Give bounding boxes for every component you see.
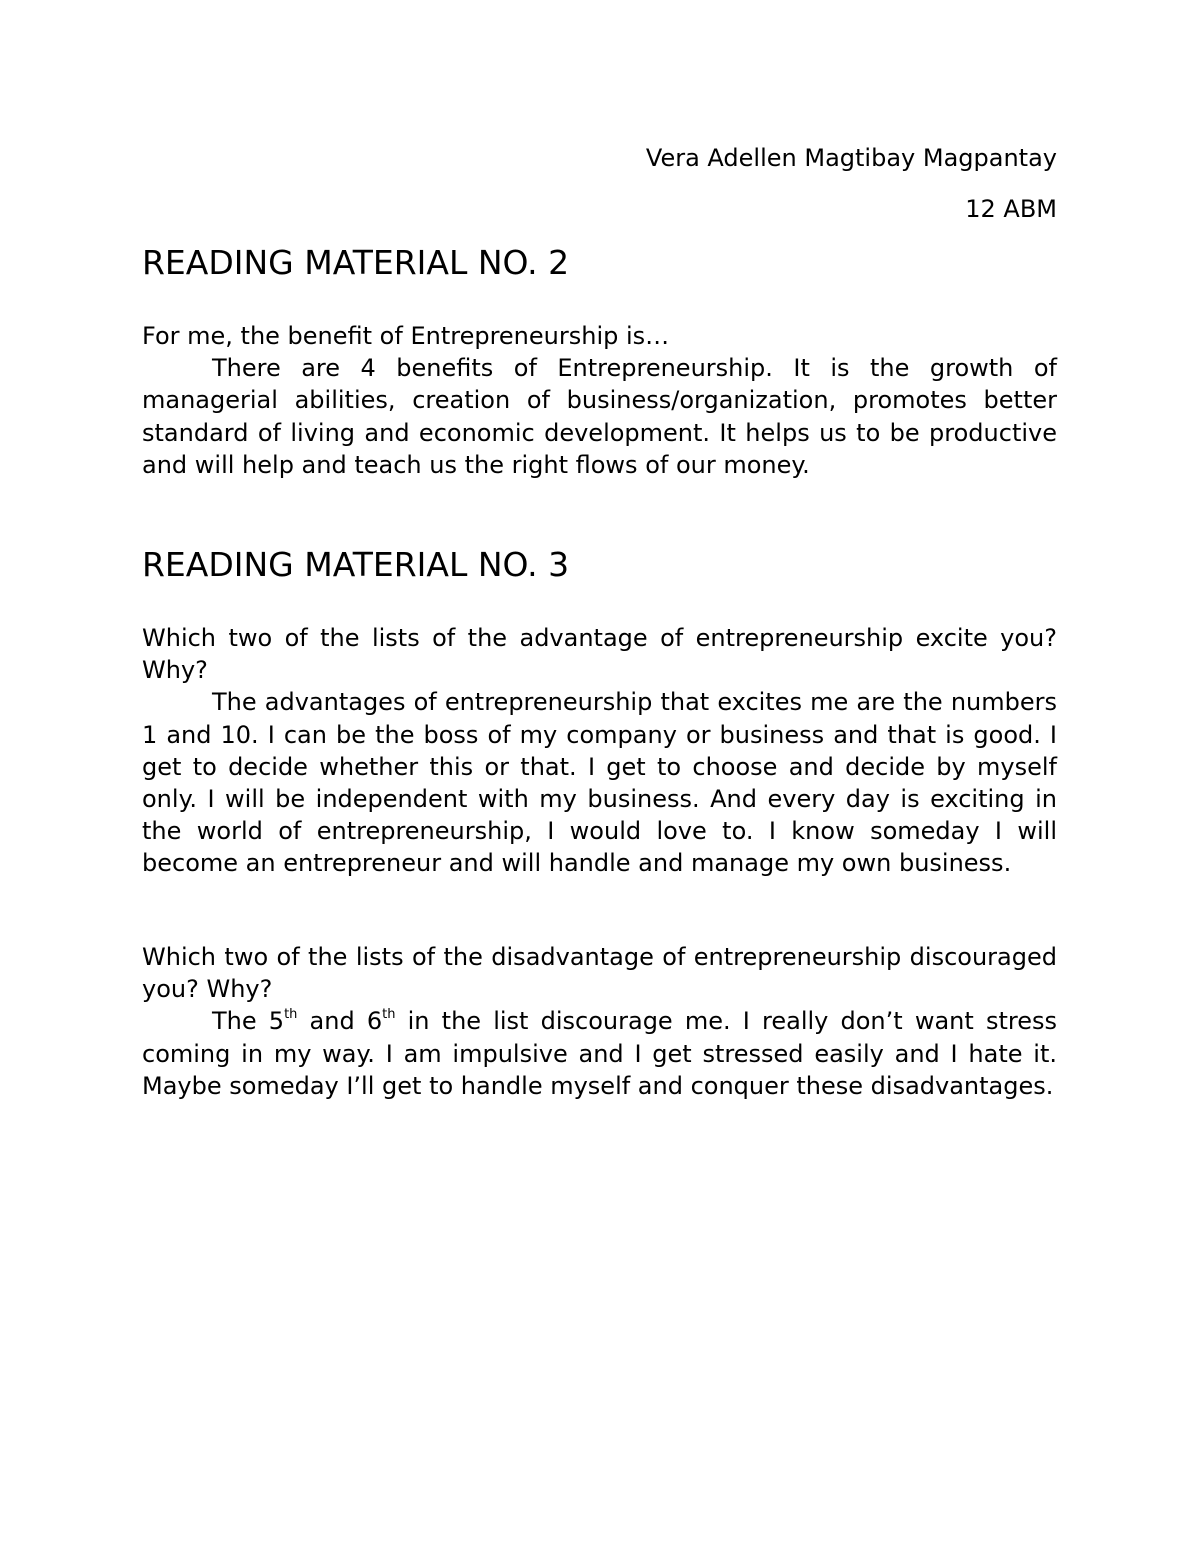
rm3-advantage-answer: The advantages of entrepreneurship that excites me are the numbers 1 and 10. I can be the boss of my company or business and that is good. I get to decide whether this or that. I get to choose and decide by myself only. I will be independent with my business. And every day is exciting in the world of entrepreneurship, I would love to. I know someday I will become an entrepreneur and will handle and manage my own business. — [142, 688, 1057, 878]
rm2-block — [142, 320, 1057, 481]
answer-text-part-1: The 5 — [212, 1007, 285, 1036]
answer-text-part-2: and 6 — [297, 1007, 383, 1036]
grade-section: 12 ABM — [965, 195, 1057, 223]
document-page — [142, 0, 1057, 1553]
heading-reading-material-2: READING MATERIAL NO. 2 — [142, 243, 570, 282]
rm3-disadvantage-block — [142, 941, 1057, 1102]
rm3-disadvantage-answer — [142, 1005, 1057, 1102]
author-name: Vera Adellen Magtibay Magpantay — [645, 144, 1057, 172]
ordinal-suffix-1: th — [284, 1007, 298, 1023]
ordinal-suffix-2: th — [382, 1007, 396, 1023]
rm3-advantage-block — [142, 622, 1057, 880]
rm2-answer: There are 4 benefits of Entrepreneurship. It is the growth of managerial abilities, creation of business/organization, promotes better standard of living and economic development. It helps us to be productive and will help and teach us the right flows of our money. — [142, 354, 1057, 479]
rm3-disadvantage-question: Which two of the lists of the disadvantage of entrepreneurship discouraged you? Why? — [142, 943, 1057, 1004]
answer-text-part-3: in the list discourage me. I really don’t want stress coming in my way. I am impulsive and I get stressed easily and I hate it. Maybe someday I’ll get to handle myself and conquer these disadvantages. — [142, 1007, 1057, 1100]
rm2-question: For me, the benefit of Entrepreneurship is… — [142, 322, 670, 350]
heading-reading-material-3: READING MATERIAL NO. 3 — [142, 545, 570, 584]
rm3-advantage-question: Which two of the lists of the advantage of entrepreneurship excite you? Why? — [142, 624, 1057, 685]
